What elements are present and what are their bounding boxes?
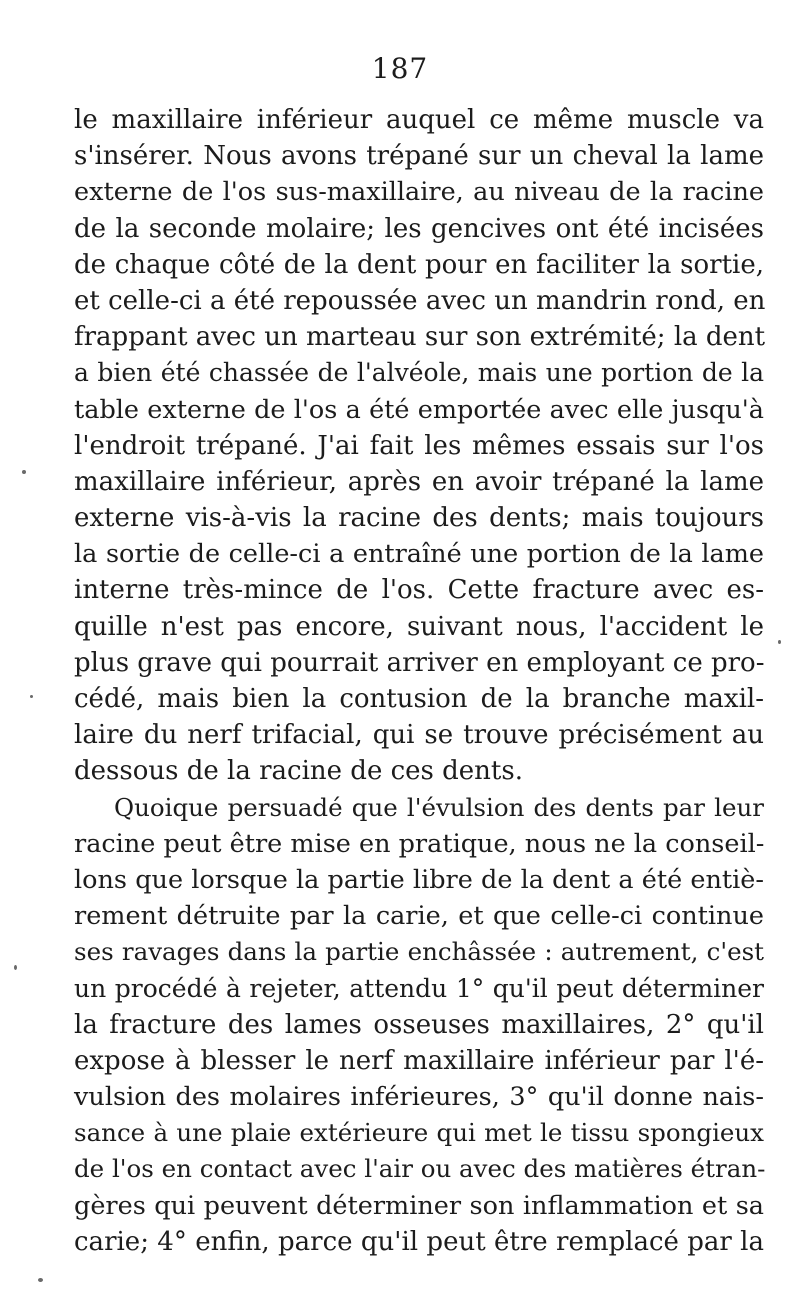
text-line: externe de l'os sus-maxillaire, au niveau de la racine [74, 177, 764, 208]
text-line: a bien été chassée de l'alvéole, mais une portion de la [74, 358, 764, 388]
print-speck [778, 640, 781, 644]
text-line: expose à blesser le nerf maxillaire inférieur par l'é- [74, 1045, 764, 1076]
print-speck [30, 695, 33, 698]
text-line: racine peut être mise en pratique, nous ne la conseil- [74, 828, 765, 859]
text-line: de chaque côté de la dent pour en faciliter la sortie, [74, 249, 764, 280]
text-line: externe vis-à-vis la racine des dents; mais toujours [74, 503, 764, 534]
text-line: s'insérer. Nous avons trépané sur un cheval la lame [74, 141, 764, 172]
text-line: gères qui peuvent déterminer son inflammation et sa [74, 1190, 764, 1221]
text-line: de l'os en contact avec l'air ou avec des matières étran- [74, 1154, 766, 1184]
text-line: cédé, mais bien la contusion de la branche maxil- [74, 684, 764, 714]
text-line: et celle-ci a été repoussée avec un mandrin rond, en [74, 285, 766, 316]
text-line: de la seconde molaire; les gencives ont été incisées [74, 213, 764, 244]
text-line: Quoique persuadé que l'évulsion des dents par leur [114, 792, 764, 822]
text-line: maxillaire inférieur, après en avoir trépané la lame [74, 466, 764, 497]
text-line: laire du nerf trifacial, qui se trouve précisément au [74, 720, 764, 751]
page-number: 187 [371, 52, 429, 85]
print-speck [22, 470, 26, 474]
text-line: dessous de la racine de ces dents. [74, 756, 523, 787]
text-line: carie; 4° enfin, parce qu'il peut être remplacé par la [74, 1226, 764, 1257]
text-line: lons que lorsque la partie libre de la dent a été entiè- [74, 864, 764, 895]
text-line: quille n'est pas encore, suivant nous, l'accident le [74, 611, 764, 642]
text-line: frappant avec un marteau sur son extrémité; la dent [74, 322, 766, 353]
body-text [74, 102, 764, 1260]
text-line: le maxillaire inférieur auquel ce même muscle va [74, 105, 764, 135]
text-line: la sortie de celle-ci a entraîné une portion de la lame [74, 539, 764, 570]
text-line: la fracture des lames osseuses maxillaires, 2° qu'il [74, 1009, 764, 1040]
print-speck [38, 1278, 43, 1282]
text-line: vulsion des molaires inférieures, 3° qu'il donne nais- [74, 1082, 764, 1113]
text-line: rement détruite par la carie, et que celle-ci continue [74, 901, 764, 932]
text-line: sance à une plaie extérieure qui met le tissu spongieux [74, 1118, 764, 1148]
print-speck [14, 965, 17, 970]
text-line: interne très-mince de l'os. Cette fracture avec es- [74, 575, 764, 606]
text-line: l'endroit trépané. J'ai fait les mêmes essais sur l'os [74, 430, 764, 461]
text-line: un procédé à rejeter, attendu 1° qu'il peut déterminer [74, 973, 764, 1003]
text-line: ses ravages dans la partie enchâssée : autrement, c'est [74, 937, 764, 967]
text-line: table externe de l'os a été emportée avec elle jusqu'à [74, 394, 764, 425]
text-line: plus grave qui pourrait arriver en employant ce pro- [74, 647, 765, 678]
